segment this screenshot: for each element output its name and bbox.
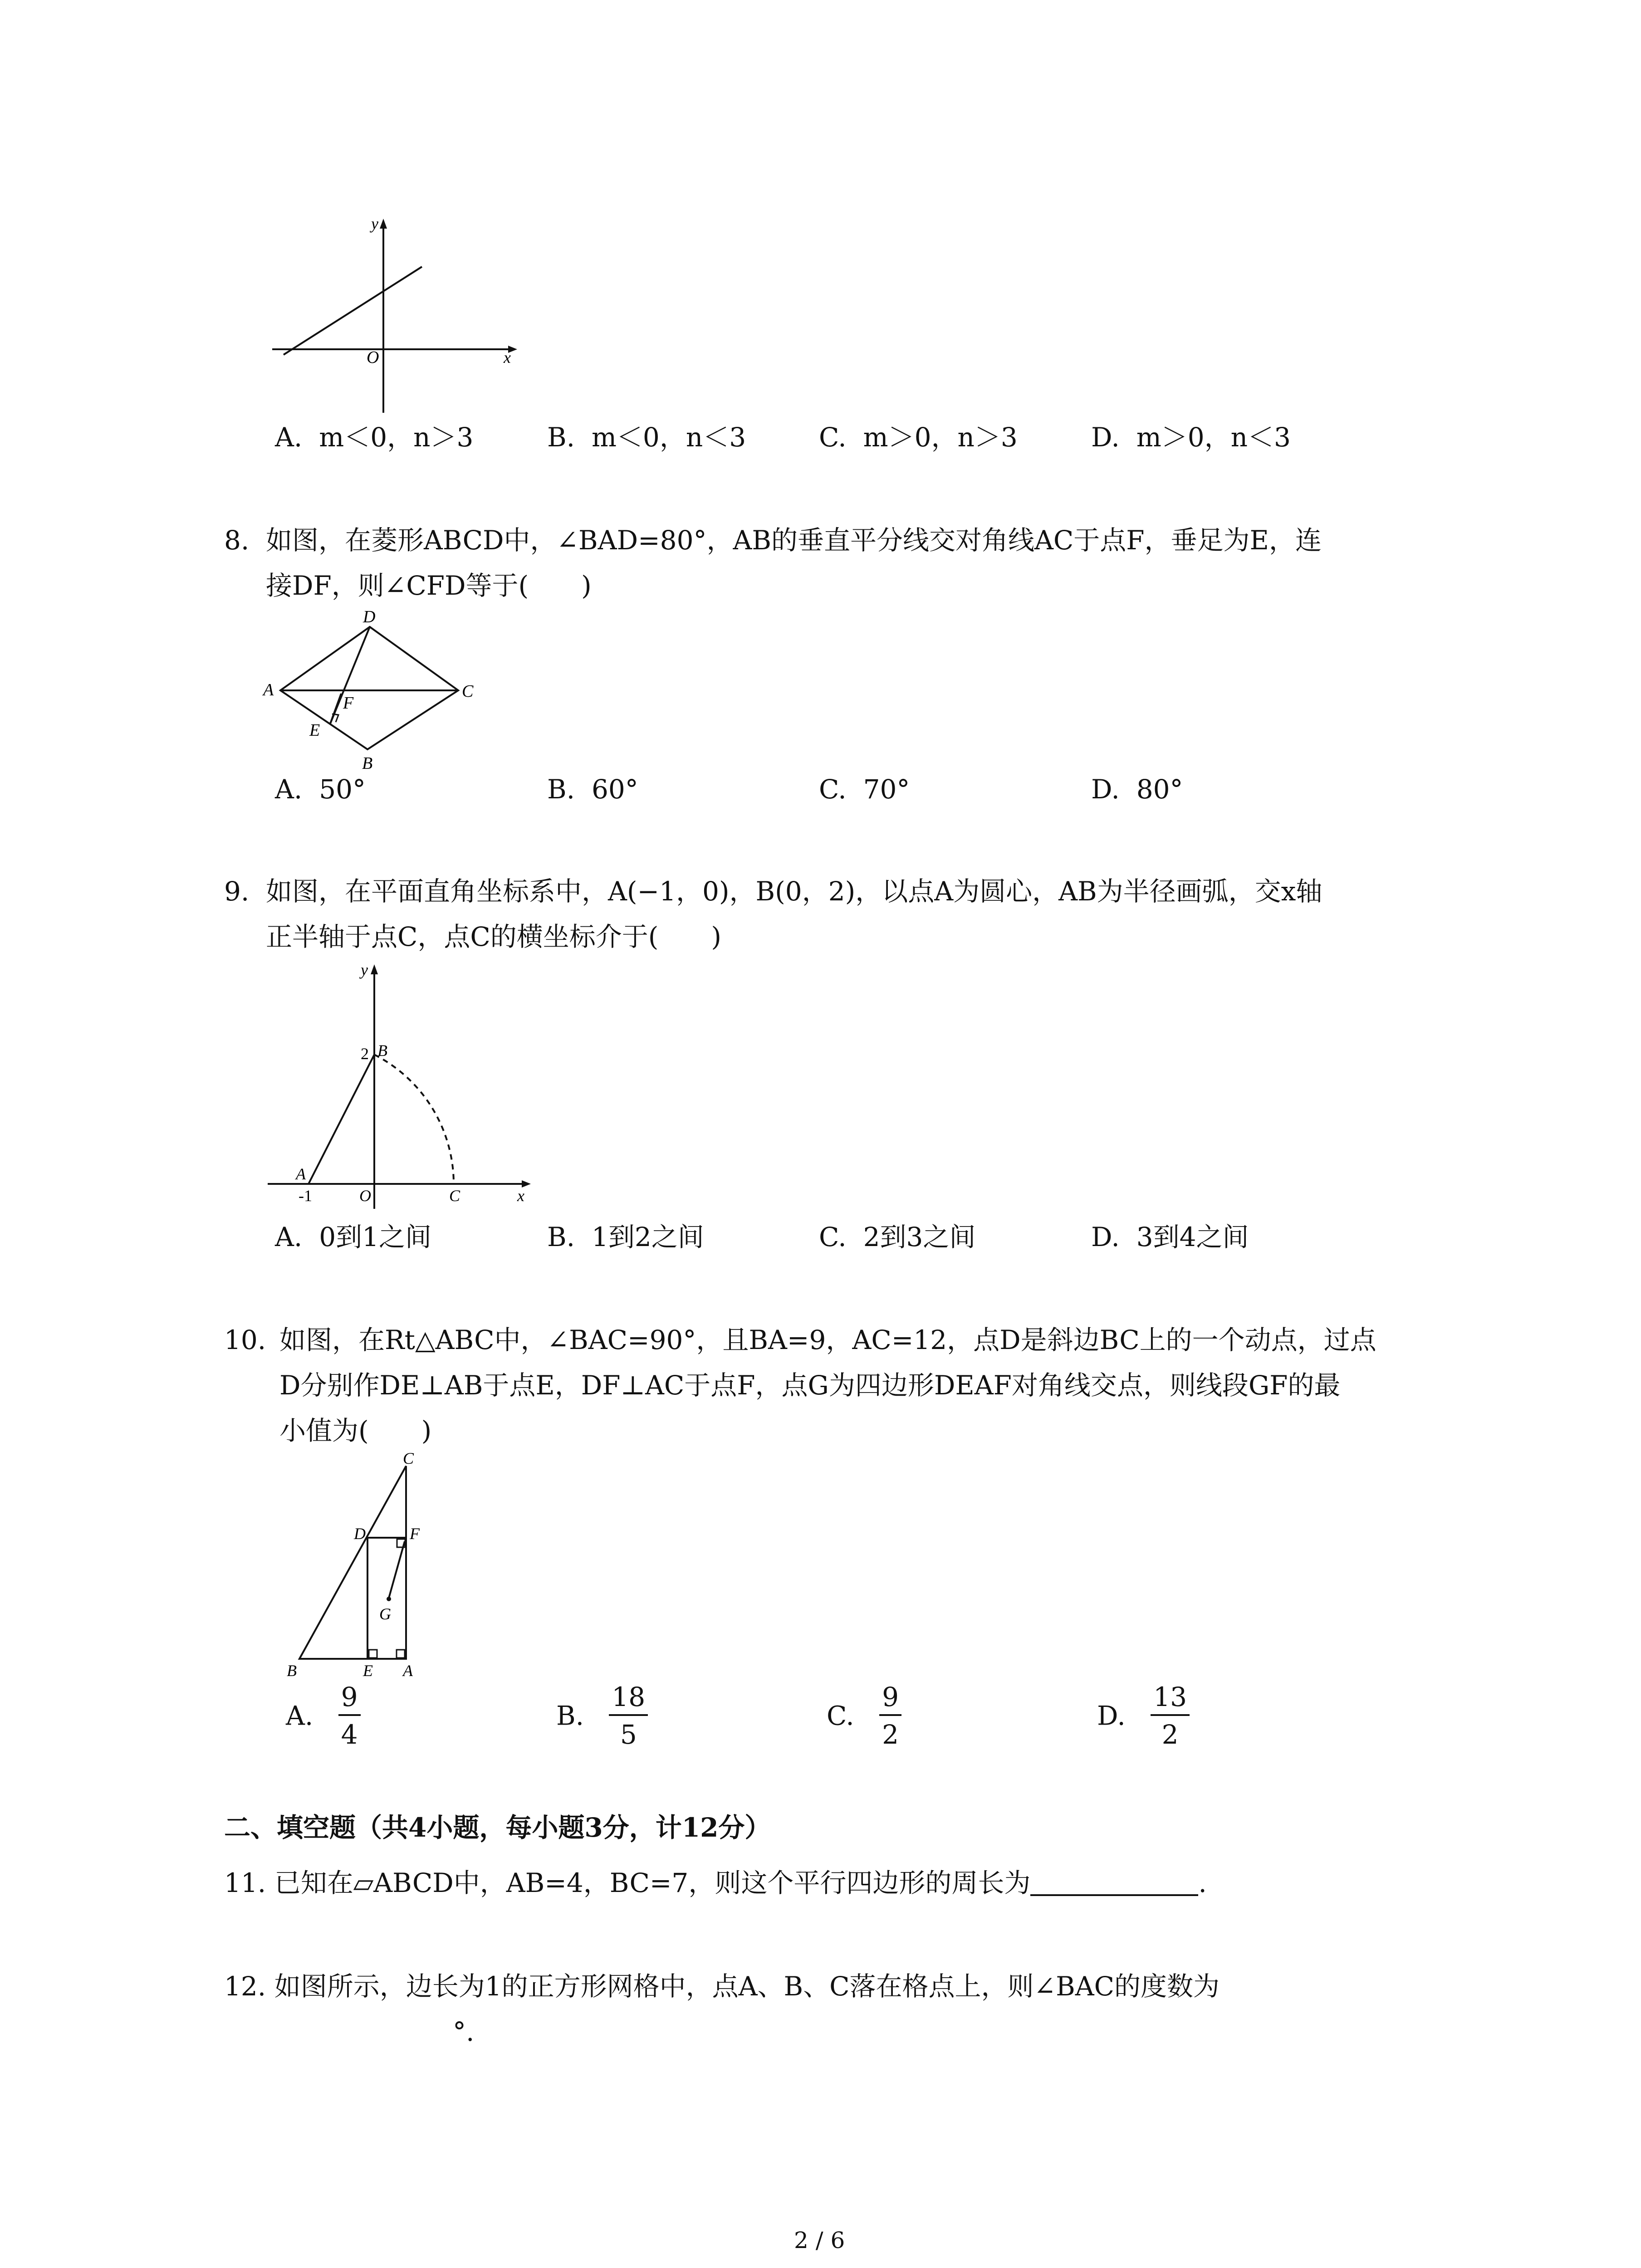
q9-option-a[interactable]: A. 0到1之间 — [275, 1222, 432, 1252]
q8-label-f: F — [343, 694, 354, 713]
q12-line2: °. — [453, 2016, 475, 2047]
q9-origin-label: O — [359, 1187, 371, 1205]
q7-option-a[interactable]: A. m＜0，n＞3 — [275, 422, 474, 453]
q8-option-c[interactable]: C. 70° — [819, 774, 910, 805]
q8-label-a: A — [263, 680, 274, 699]
q8-number: 8. — [224, 525, 250, 556]
q10-stem-line3: 小值为( ) — [279, 1415, 432, 1446]
q10-label-f: F — [410, 1525, 420, 1543]
q10-option-c[interactable]: C. $\frac{9}{2}$ — [827, 1682, 901, 1750]
q10-right-angle-e — [369, 1650, 377, 1658]
q10-label-g: G — [379, 1605, 391, 1623]
q10-figure — [277, 1449, 431, 1685]
q9-option-c[interactable]: C. 2到3之间 — [819, 1222, 976, 1252]
q12-number: 12. — [224, 1971, 266, 2002]
q10-label-c: C — [403, 1449, 414, 1467]
q11-end: . — [1198, 1867, 1207, 1898]
q10-stem-line1: 如图，在Rt△ABC中，∠BAC=90°，且BA=9，AC=12，点D是斜边BC上的一个动点，过点 — [279, 1325, 1376, 1355]
q9-y-arrow — [371, 964, 378, 974]
q10-option-d-fraction: $\frac{13}{2}$ — [1151, 1682, 1190, 1750]
q7-option-d[interactable]: D. m＞0，n＜3 — [1091, 422, 1291, 453]
page-number: 2 / 6 — [794, 2227, 845, 2253]
q9-segment-ab — [309, 1055, 374, 1184]
q8-label-e: E — [309, 721, 320, 740]
q9-option-b[interactable]: B. 1到2之间 — [547, 1222, 704, 1252]
q8-label-c: C — [462, 682, 474, 701]
q10-stem-line2: D分别作DE⊥AB于点E，DF⊥AC于点F，点G为四边形DEAF对角线交点，则线段GF的最 — [279, 1370, 1341, 1401]
q10-label-d: D — [354, 1525, 366, 1543]
q12-stem: 如图所示，边长为1的正方形网格中，点A、B、C落在格点上，则∠BAC的度数为 — [274, 1971, 1220, 2002]
q11-line — [224, 1867, 1207, 1898]
q9-figure — [259, 957, 549, 1211]
q7-option-b[interactable]: B. m＜0，n＜3 — [547, 422, 746, 453]
q8-option-b[interactable]: B. 60° — [547, 774, 638, 805]
q9-option-d[interactable]: D. 3到4之间 — [1091, 1222, 1249, 1252]
q7-option-c[interactable]: C. m＞0，n＞3 — [819, 422, 1018, 453]
q9-number: 9. — [224, 876, 250, 907]
q9-arc — [374, 1055, 454, 1184]
q7-y-arrow — [380, 219, 387, 229]
q10-option-a[interactable]: A. $\frac{9}{4}$ — [286, 1682, 361, 1750]
q9-label-b: B — [377, 1041, 387, 1060]
q9-stem-line1: 如图，在平面直角坐标系中，A(−1，0)，B(0，2)，以点A为圆心，AB为半径画弧，交x轴 — [266, 876, 1323, 907]
q10-label-b: B — [287, 1662, 297, 1680]
q8-stem-line2: 接DF，则∠CFD等于( ) — [266, 570, 592, 601]
q9-tick-2: 2 — [361, 1045, 369, 1063]
q9-stem-line2: 正半轴于点C，点C的横坐标介于( ) — [266, 921, 722, 952]
q9-y-label: y — [361, 961, 368, 979]
q10-triangle-abc — [299, 1466, 406, 1659]
q11-number: 11. — [224, 1867, 266, 1898]
q10-option-b[interactable]: B. $\frac{18}{5}$ — [556, 1682, 648, 1750]
q8-label-b: B — [362, 754, 373, 773]
q12-line1 — [224, 1971, 1220, 2002]
q12-answer-blank[interactable] — [279, 2014, 452, 2041]
q10-right-angle-a — [397, 1650, 405, 1658]
section2-heading: 二、填空题（共4小题，每小题3分，计12分） — [224, 1812, 771, 1843]
q9-label-a: A — [296, 1165, 306, 1183]
q8-rhombus — [280, 627, 458, 749]
q9-tick-neg1: -1 — [299, 1187, 312, 1205]
q9-label-c: C — [449, 1187, 460, 1205]
q8-figure — [259, 603, 495, 776]
q10-segment-gf — [389, 1541, 405, 1598]
q11-stem: 已知在▱ABCD中，AB=4，BC=7，则这个平行四边形的周长为 — [274, 1867, 1031, 1898]
q10-option-c-fraction: $\frac{9}{2}$ — [879, 1682, 901, 1750]
q7-x-label: x — [504, 348, 511, 367]
q8-option-d[interactable]: D. 80° — [1091, 774, 1183, 805]
q7-graph — [263, 213, 535, 413]
q10-label-a: A — [403, 1662, 413, 1680]
q8-option-a[interactable]: A. 50° — [275, 774, 366, 805]
q10-option-d[interactable]: D. $\frac{13}{2}$ — [1097, 1682, 1190, 1750]
q10-label-e: E — [363, 1662, 373, 1680]
q8-perp-ef — [330, 694, 341, 723]
q9-x-label: x — [517, 1187, 524, 1205]
q10-option-b-fraction: $\frac{18}{5}$ — [609, 1682, 648, 1750]
q7-origin-label: O — [367, 348, 379, 367]
q10-point-g — [387, 1597, 391, 1601]
q8-label-d: D — [363, 607, 376, 626]
q7-y-label: y — [371, 215, 378, 233]
q7-line — [284, 267, 422, 355]
q10-number: 10. — [224, 1325, 266, 1355]
q10-option-a-fraction: $\frac{9}{4}$ — [338, 1682, 361, 1750]
q11-answer-blank[interactable] — [1030, 1871, 1198, 1896]
q8-stem-line1: 如图，在菱形ABCD中，∠BAD=80°，AB的垂直平分线交对角线AC于点F，垂足为E，连 — [266, 525, 1322, 556]
